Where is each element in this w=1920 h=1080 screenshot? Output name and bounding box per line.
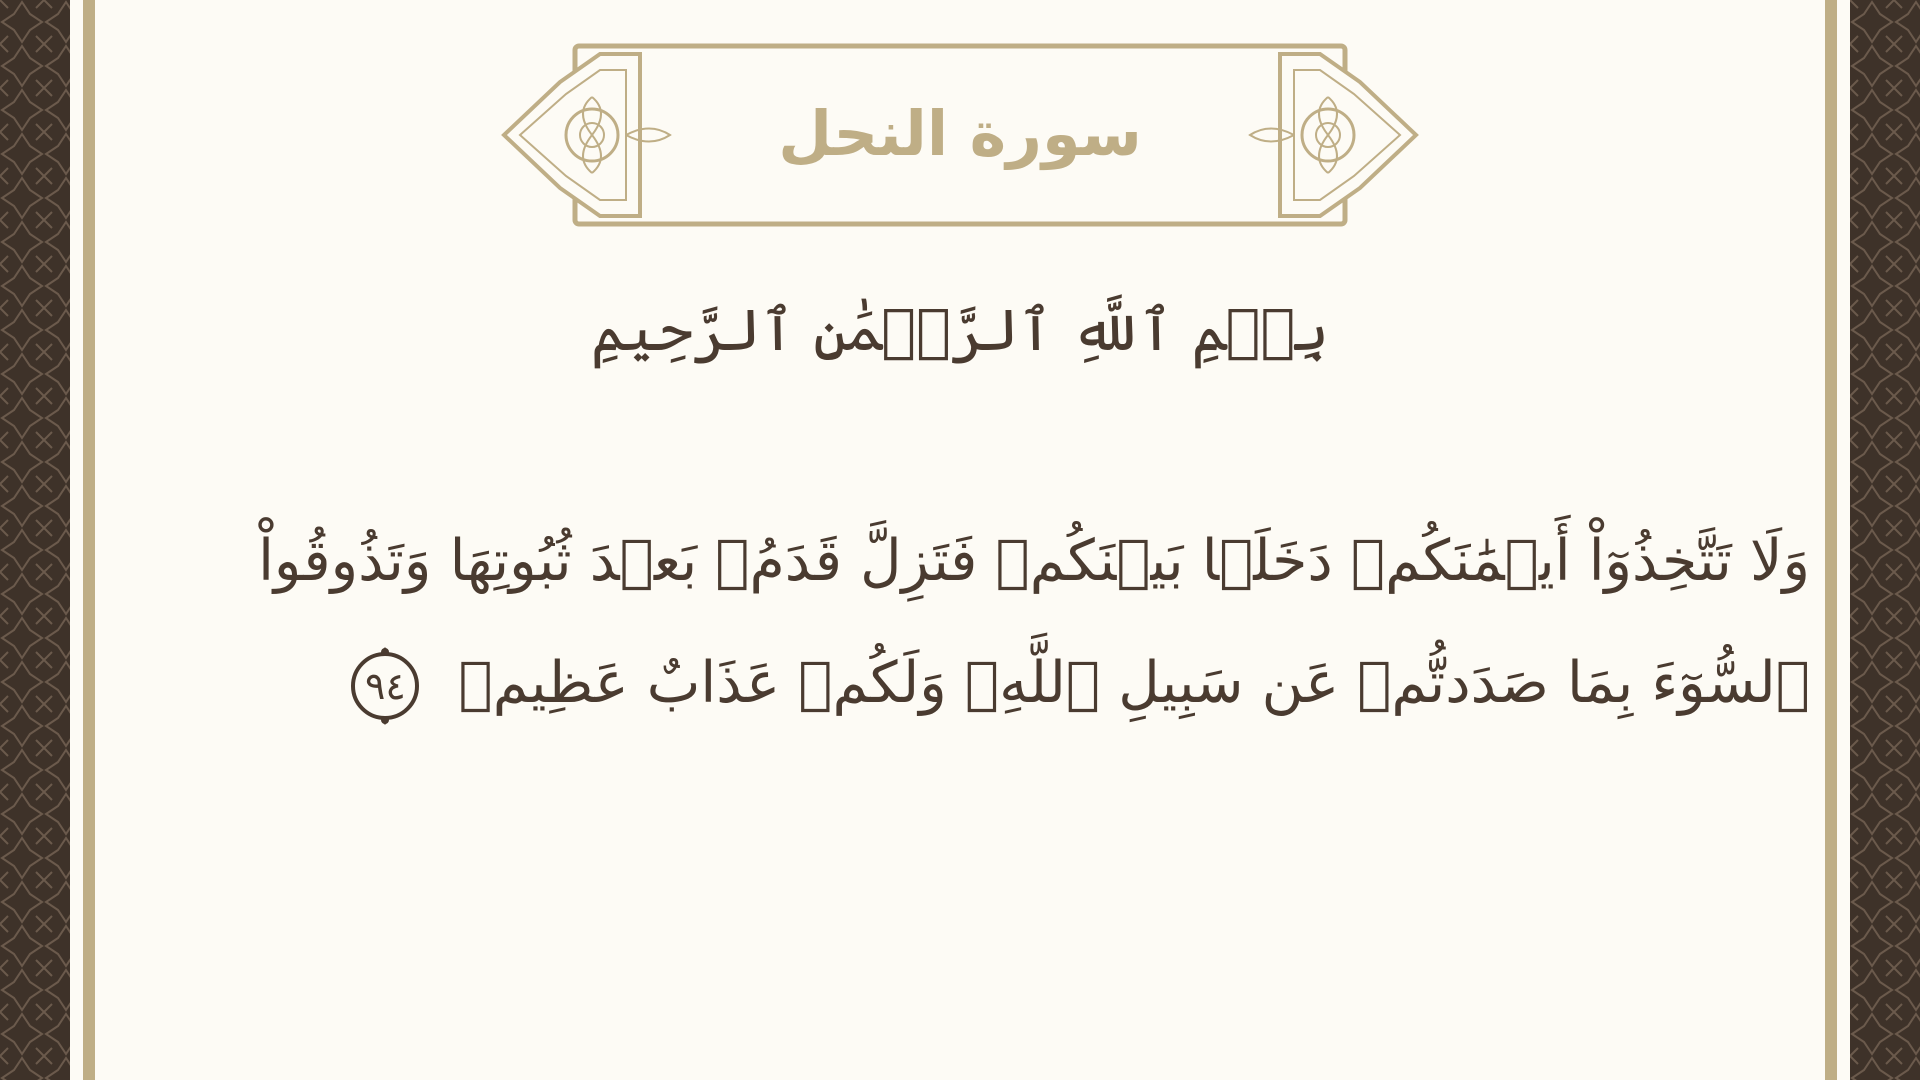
ayah-end-marker (344, 645, 426, 727)
verse-line-2: ٱلسُّوٓءَ بِمَا صَدَدتُّمۡ عَن سَبِيلِ ٱللَّهِۖ وَلَكُمۡ عَذَابٌ عَظِيمٞ (458, 650, 1810, 716)
left-gold-rule (83, 0, 95, 1080)
basmala: بِسۡمِ ٱللَّهِ ٱلرَّحۡمَٰنِ ٱلرَّحِيمِ (590, 296, 1330, 364)
right-gold-rule (1825, 0, 1837, 1080)
left-border-pattern-icon (0, 0, 70, 1080)
surah-title: سورة النحل (778, 96, 1142, 170)
ayah-number: ٩٤ (364, 664, 406, 709)
surah-header (500, 42, 1420, 228)
verse-line-1: وَلَا تَتَّخِذُوٓاْ أَيۡمَٰنَكُمۡ دَخَلَۢا بَيۡنَكُمۡ فَتَزِلَّ قَدَمُۢ بَعۡدَ ثُبُوتِهَا وَتَذُوقُواْ (258, 528, 1810, 594)
right-border-pattern-icon (1850, 0, 1920, 1080)
verse-text (258, 500, 1810, 744)
